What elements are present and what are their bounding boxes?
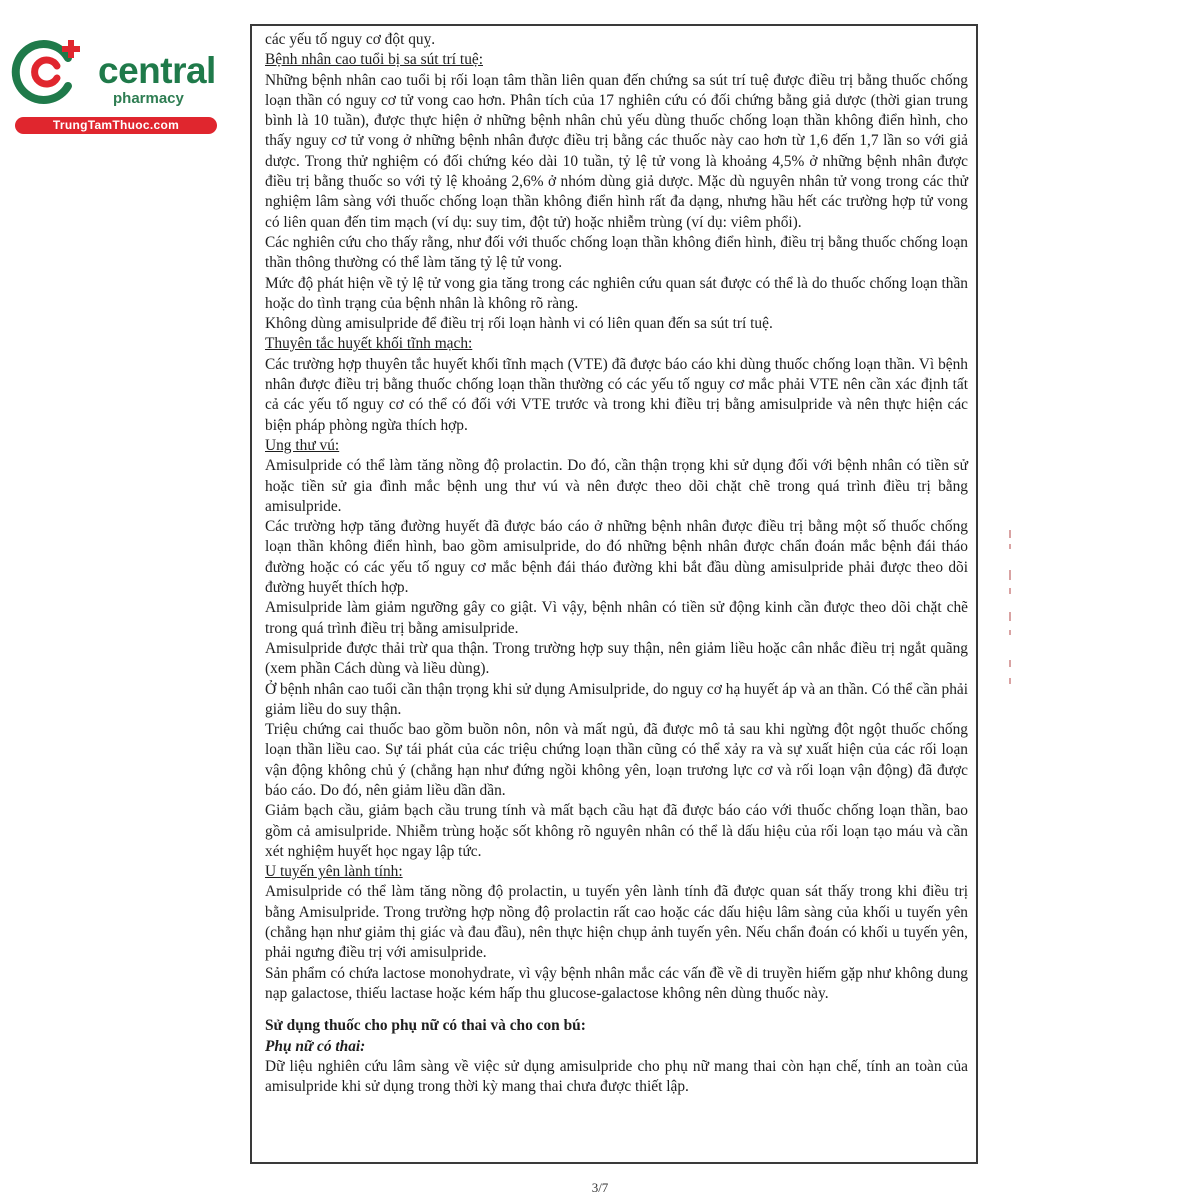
- logo-brand-name: central: [98, 50, 216, 91]
- document-body: [265, 30, 968, 1097]
- body-paragraph: Dữ liệu nghiên cứu lâm sàng về việc sử dụng amisulpride cho phụ nữ mang thai còn hạn chế, tính an toàn của amisulpride khi sử dụng trong thời kỳ mang thai chưa được thiết lập.: [265, 1057, 968, 1096]
- body-paragraph: Amisulpride có thể làm tăng nồng độ prolactin. Do đó, cần thận trọng khi sử dụng đối với bệnh nhân có tiền sử hoặc tiền sử gia đình mắc bệnh ung thư vú và nên được theo dõi chặt chẽ trong quá trình điều trị bằng amisulpride.: [265, 457, 968, 515]
- body-paragraph: Các nghiên cứu cho thấy rằng, như đối với thuốc chống loạn thần không điển hình, điều trị bằng thuốc chống loạn thần thông thường có thể làm tăng tỷ lệ tử vong.: [265, 233, 968, 272]
- page-number: 3/7: [591, 1180, 609, 1195]
- section-heading: U tuyến yên lành tính:: [265, 863, 403, 881]
- body-paragraph: Các trường hợp tăng đường huyết đã được báo cáo ở những bệnh nhân được điều trị bằng một số thuốc chống loạn thần không điển hình, bao gồm amisulpride, do đó những bệnh nhân được chẩn đoán mắc bệnh đái tháo đường hoặc có các yếu tố nguy cơ mắc bệnh đái tháo đường khi bắt đầu dùng amisulpride phải được theo dõi đường huyết thích hợp.: [265, 518, 968, 597]
- body-paragraph: Mức độ phát hiện về tỷ lệ tử vong gia tăng trong các nghiên cứu quan sát được có thể là do thuốc chống loạn thần hoặc do tình trạng của bệnh nhân là không rõ ràng.: [265, 274, 968, 312]
- logo-website: TrungTamThuoc.com: [15, 117, 217, 134]
- body-paragraph: Giảm bạch cầu, giảm bạch cầu trung tính và mất bạch cầu hạt đã được báo cáo với thuốc chống loạn thần, bao gồm cả amisulpride. Nhiễm trùng hoặc sốt không rõ nguyên nhân có thể là dấu hiệu của rối loạn tạo máu và cần xét nghiệm huyết học ngay lập tức.: [265, 802, 968, 860]
- body-paragraph: Amisulpride có thể làm tăng nồng độ prolactin, u tuyến yên lành tính đã được quan sát thấy trong khi điều trị bằng Amisulpride. Trong trường hợp nồng độ prolactin rất cao hoặc các dấu hiệu lâm sàng của khối u tuyến yên (chẳng hạn như giảm thị giác và đau đầu), nên thực hiện chụp ảnh tuyến yên. Nếu chẩn đoán có khối u tuyến yên, phải ngưng điều trị với amisulpride.: [265, 883, 968, 962]
- logo-brand-sub: pharmacy: [113, 90, 184, 107]
- section-heading: Sử dụng thuốc cho phụ nữ có thai và cho con bú:: [265, 1017, 586, 1035]
- body-paragraph: Những bệnh nhân cao tuổi bị rối loạn tâm thần liên quan đến chứng sa sút trí tuệ được điều trị bằng thuốc chống loạn thần có nguy cơ tử vong cao hơn. Phân tích của 17 nghiên cứu có đối chứng bằng giả dược (thời gian trung bình là 10 tuần), được thực hiện ở những bệnh nhân chủ yếu dùng thuốc chống loạn thần không điển hình, cho thấy nguy cơ tử vong ở những bệnh nhân được điều trị bằng các thuốc này cao hơn từ 1,6 đến 1,7 lần so với giả dược. Trong thử nghiệm có đối chứng kéo dài 10 tuần, tỷ lệ tử vong là khoảng 4,5% ở những bệnh nhân được điều trị bằng thuốc so với tỷ lệ khoảng 2,6% ở nhóm dùng giả dược. Mặc dù nguyên nhân tử vong trong các thử nghiệm lâm sàng với thuốc chống loạn thần không điển hình rất đa dạng, nhưng hầu hết các trường hợp tử vong có liên quan đến tim mạch (ví dụ: suy tim, đột tử) hoặc nhiễm trùng (ví dụ: viêm phổi).: [265, 71, 968, 231]
- body-paragraph: các yếu tố nguy cơ đột quỵ.: [265, 31, 436, 48]
- body-paragraph: Các trường hợp thuyên tắc huyết khối tĩnh mạch (VTE) đã được báo cáo khi dùng thuốc chống loạn thần. Vì bệnh nhân được điều trị bằng thuốc chống loạn thần thường có các yếu tố nguy cơ mắc phải VTE nên cần xác định tất cả các yếu tố nguy cơ có thể có đối với VTE trước và trong khi điều trị bằng amisulpride và nên thực hiện các biện pháp phòng ngừa thích hợp.: [265, 355, 968, 434]
- margin-stamp-mark: [1004, 530, 1018, 690]
- body-paragraph: Triệu chứng cai thuốc bao gồm buồn nôn, nôn và mất ngủ, đã được mô tả sau khi ngừng đột ngột thuốc chống loạn thần liều cao. Sự tái phát của các triệu chứng loạn thần cũng có thể xảy ra và sự xuất hiện của các rối loạn vận động không chủ ý (chẳng hạn như đứng ngồi không yên, loạn trương lực cơ và rối loạn vận động) đã được báo cáo. Do đó, nên giảm liều dần dần.: [265, 721, 968, 799]
- body-paragraph: Sản phẩm có chứa lactose monohydrate, vì vậy bệnh nhân mắc các vấn đề về di truyền hiếm gặp như không dung nạp galactose, thiếu lactase hoặc kém hấp thu glucose-galactose không nên dùng thuốc này.: [265, 964, 968, 1002]
- section-heading: Ung thư vú:: [265, 436, 340, 454]
- central-pharmacy-logo-icon: [10, 36, 82, 108]
- body-paragraph: Amisulpride được thải trừ qua thận. Trong trường hợp suy thận, nên giảm liều hoặc cân nhắc điều trị ngắt quãng (xem phần Cách dùng và liều dùng).: [265, 639, 968, 678]
- brand-logo: [10, 36, 215, 136]
- body-paragraph: Ở bệnh nhân cao tuổi cần thận trọng khi sử dụng Amisulpride, do nguy cơ hạ huyết áp và an thần. Có thể cần phải giảm liều do suy thận.: [265, 680, 968, 718]
- body-paragraph: Amisulpride làm giảm ngưỡng gây co giật. Vì vậy, bệnh nhân có tiền sử động kinh cần được theo dõi chặt chẽ trong quá trình điều trị bằng amisulpride.: [265, 599, 968, 637]
- section-heading: Thuyên tắc huyết khối tĩnh mạch:: [265, 335, 473, 353]
- section-heading: Phụ nữ có thai:: [265, 1037, 366, 1055]
- body-paragraph: Không dùng amisulpride để điều trị rối loạn hành vi có liên quan đến sa sút trí tuệ.: [265, 315, 773, 333]
- section-heading: Bệnh nhân cao tuổi bị sa sút trí tuệ:: [265, 51, 483, 69]
